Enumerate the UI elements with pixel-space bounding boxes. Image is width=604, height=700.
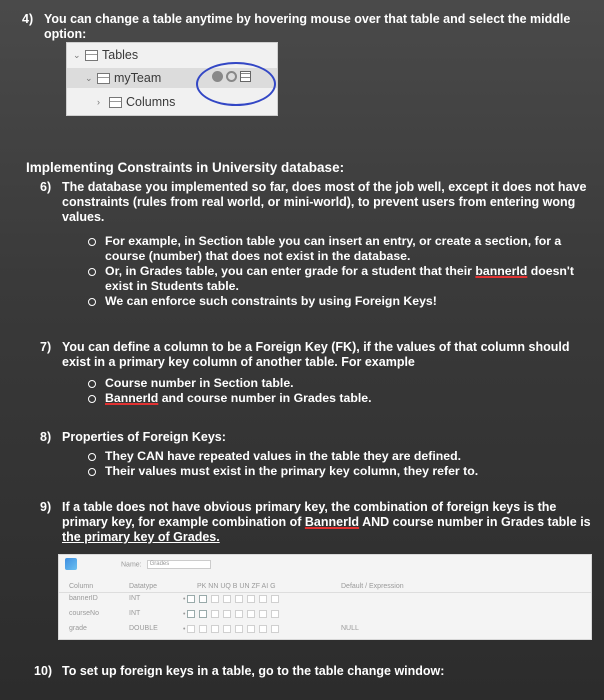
item-9-text [62,500,592,545]
row-flags: • [183,625,283,633]
item-9-number: 9) [40,500,52,514]
column-header: Column [69,583,94,590]
row-flags: • [183,595,283,603]
table-row[interactable] [59,595,591,607]
table-name-field [121,560,211,569]
item-10 [34,664,592,679]
datatype-header: Datatype [129,583,158,590]
item-4 [22,12,592,42]
tree-label-tables: Tables [102,48,139,62]
table-name-input[interactable]: Grades [147,560,211,569]
item-4-text: You can change a table anytime by hovering mouse over that table and select the middle option: [44,12,571,41]
column-name: bannerID [69,595,98,602]
item-7-bullets [34,376,592,406]
item-8-number: 8) [40,430,52,444]
item-10-number: 10) [34,664,53,678]
item-6-text: The database you implemented so far, does most of the job well, except it does not have constraints (rules from real world, or mini-world), to prevent users from entering wong values. [62,180,587,224]
flags-header: PK NN UQ B UN ZF AI G [197,583,276,590]
column-type: INT [129,595,141,602]
grid-header [59,583,591,593]
tree-label-columns: Columns [126,95,176,109]
bullet-text: and course number in Grades table. [158,391,372,405]
column-default: NULL [341,625,359,632]
table-icon [97,73,110,84]
item-9-text-b: AND course number in Grades table is [359,515,591,529]
table-editor-screenshot [58,554,592,640]
list-item: They CAN have repeated values in the table they are defined. [88,449,592,464]
item-7-number: 7) [40,340,52,354]
list-item [88,391,592,406]
column-name: courseNo [69,610,99,617]
column-name: grade [69,625,87,632]
column-type: DOUBLE [129,625,158,632]
table-row[interactable] [59,610,591,622]
item-8-bullets [34,449,592,479]
item-9-text-c: the primary key of Grades. [62,530,220,544]
list-item: For example, in Section table you can insert an entry, or create a section, for a course (number) that does not exist in the database. [88,234,592,264]
bullet-text-tail: doesn't exist in Students table. [105,264,574,293]
item-9-text-a: If a table does not have obvious primary key, the combination of foreign keys is the primary key, for example combination of [62,500,557,529]
item-6-bullets [34,234,592,309]
item-6 [40,180,592,225]
bullet-text: Or, in Grades table, you can enter grade for a student that their [105,264,476,278]
table-row[interactable] [59,625,591,637]
item-6-number: 6) [40,180,52,194]
tree-row-tables[interactable] [73,45,138,65]
bannerid-word: BannerId [105,391,159,405]
table-logo-icon [65,558,77,570]
item-7-text: You can define a column to be a Foreign Key (FK), if the values of that column should exist in a primary key column of another table. For example [62,340,570,369]
tree-label-myteam: myTeam [114,71,162,85]
item-10-text: To set up foreign keys in a table, go to the table change window: [62,664,445,678]
list-item [88,264,592,294]
list-item: Course number in Section table. [88,376,592,391]
highlight-circle [196,62,276,106]
row-flags: • [183,610,283,618]
chevron-down-icon: ⌄ [73,49,81,60]
item-9 [40,500,592,545]
columns-folder-icon [109,97,122,108]
bannerid-word: bannerId [475,264,528,278]
item-8 [40,430,592,445]
section-heading: Implementing Constraints in University database: [26,160,345,175]
bannerid-word: BannerId [304,515,360,529]
item-8-text: Properties of Foreign Keys: [62,430,226,444]
column-type: INT [129,610,141,617]
item-7 [40,340,592,370]
chevron-right-icon: › [97,97,100,107]
list-item: Their values must exist in the primary key column, they refer to. [88,464,592,479]
chevron-down-icon: ⌄ [85,72,93,83]
table-name-label: Name: [121,561,142,569]
tables-folder-icon [85,50,98,61]
default-header: Default / Expression [341,583,404,590]
tree-row-columns[interactable] [97,92,175,112]
item-4-number: 4) [22,12,34,26]
list-item: We can enforce such constraints by using Foreign Keys! [88,294,592,309]
